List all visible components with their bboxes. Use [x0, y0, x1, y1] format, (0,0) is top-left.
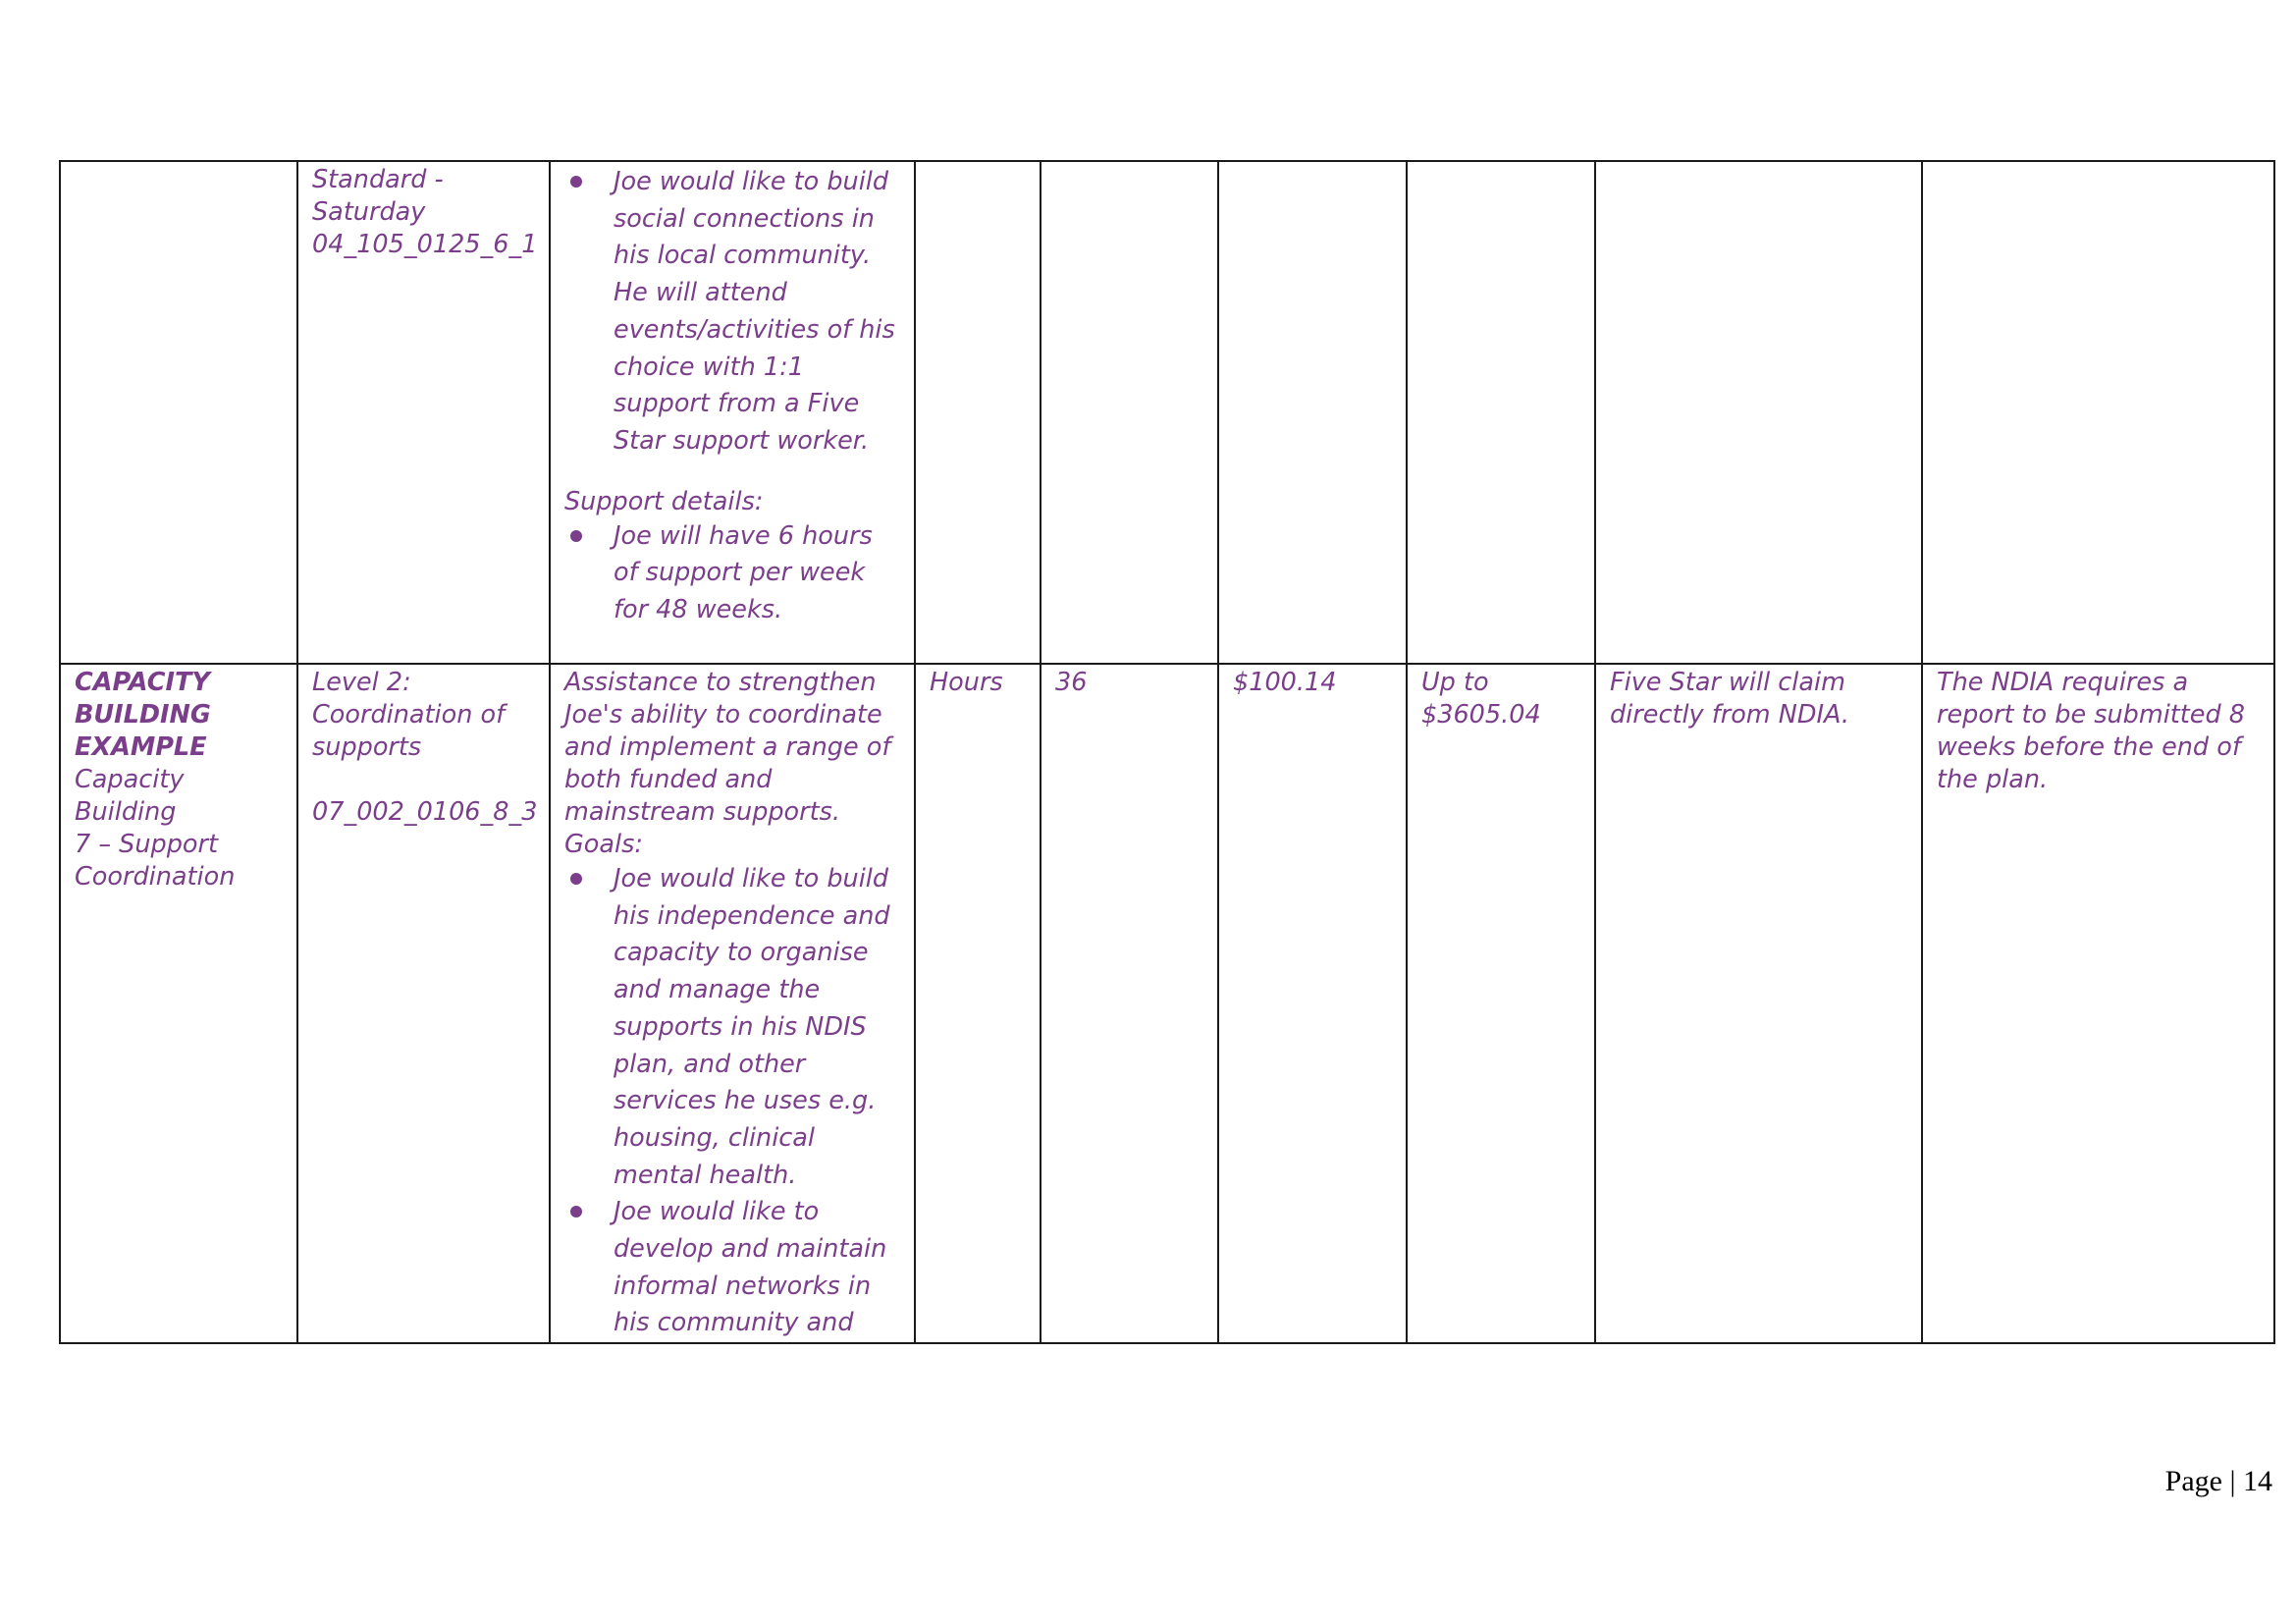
support-plan-table	[59, 160, 2275, 1344]
support-item-line: Level 2:	[312, 668, 411, 697]
list-item	[564, 164, 900, 460]
details-list	[564, 518, 900, 629]
details-heading: Support details:	[564, 486, 764, 516]
list-item	[564, 1194, 900, 1342]
unit-value: Hours	[930, 668, 1003, 697]
category-line: Building	[75, 797, 177, 827]
notes-cell	[1922, 664, 2274, 1343]
support-item-cell	[297, 161, 550, 664]
notes-cell	[1922, 161, 2274, 664]
total-cell	[1407, 664, 1595, 1343]
category-line: Capacity	[75, 765, 185, 794]
category-title-line: BUILDING	[75, 700, 211, 730]
category-cell	[60, 664, 297, 1343]
support-item-code: 07_002_0106_8_3	[312, 797, 538, 827]
category-title-line: CAPACITY	[75, 668, 210, 697]
list-item	[564, 518, 900, 629]
claim-cell	[1595, 664, 1922, 1343]
total-value: Up to $3605.04	[1421, 668, 1541, 730]
bullet-icon	[570, 530, 582, 542]
page-number: Page | 14	[2164, 1465, 2272, 1497]
bullet-icon	[570, 873, 582, 885]
unit-cell	[915, 161, 1041, 664]
table-row	[60, 161, 2274, 664]
description-cell	[550, 664, 915, 1343]
quantity-value: 36	[1055, 668, 1088, 697]
category-cell	[60, 161, 297, 664]
price-cell	[1218, 161, 1407, 664]
notes-text: The NDIA requires a report to be submitted 8 weeks before the end of the plan.	[1937, 668, 2245, 794]
list-item	[564, 861, 900, 1194]
table-row	[60, 664, 2274, 1343]
price-cell	[1218, 664, 1407, 1343]
bullet-icon	[570, 1206, 582, 1218]
quantity-cell	[1041, 664, 1218, 1343]
category-line: Coordination	[75, 862, 236, 892]
unit-cell	[915, 664, 1041, 1343]
support-item-line: Standard -	[312, 165, 444, 194]
support-item-line: Saturday	[312, 197, 426, 227]
total-cell	[1407, 161, 1595, 664]
support-item-code: 04_105_0125_6_1	[312, 230, 538, 259]
claim-cell	[1595, 161, 1922, 664]
bullet-icon	[570, 176, 582, 188]
support-item-line: Coordination of	[312, 700, 506, 730]
category-line: 7 – Support	[75, 830, 218, 859]
support-item-line: supports	[312, 732, 422, 762]
claim-text: Five Star will claim directly from NDIA.	[1610, 668, 1850, 730]
goal-text: Joe would like to build social connections in his local community. He will attend events/activities of his choice with 1:1 support from a Five Star support worker.	[614, 167, 895, 456]
goals-heading: Goals:	[564, 830, 643, 859]
detail-text: Joe will have 6 hours of support per week for 48 weeks.	[614, 520, 873, 625]
goal-text: Joe would like to develop and maintain informal networks in his community and	[614, 1197, 887, 1338]
category-title-line: EXAMPLE	[75, 732, 207, 762]
description-intro: Assistance to strengthen Joe's ability to coordinate and implement a range of both funded and mainstream supports.	[564, 668, 891, 827]
goal-list	[564, 164, 900, 460]
goal-text: Joe would like to build his independence and capacity to organise and manage the supports in his NDIS plan, and other services he uses e.g. housing, clinical mental health.	[614, 864, 890, 1190]
support-item-cell	[297, 664, 550, 1343]
description-cell	[550, 161, 915, 664]
quantity-cell	[1041, 161, 1218, 664]
price-value: $100.14	[1233, 668, 1337, 697]
goal-list	[564, 861, 900, 1342]
